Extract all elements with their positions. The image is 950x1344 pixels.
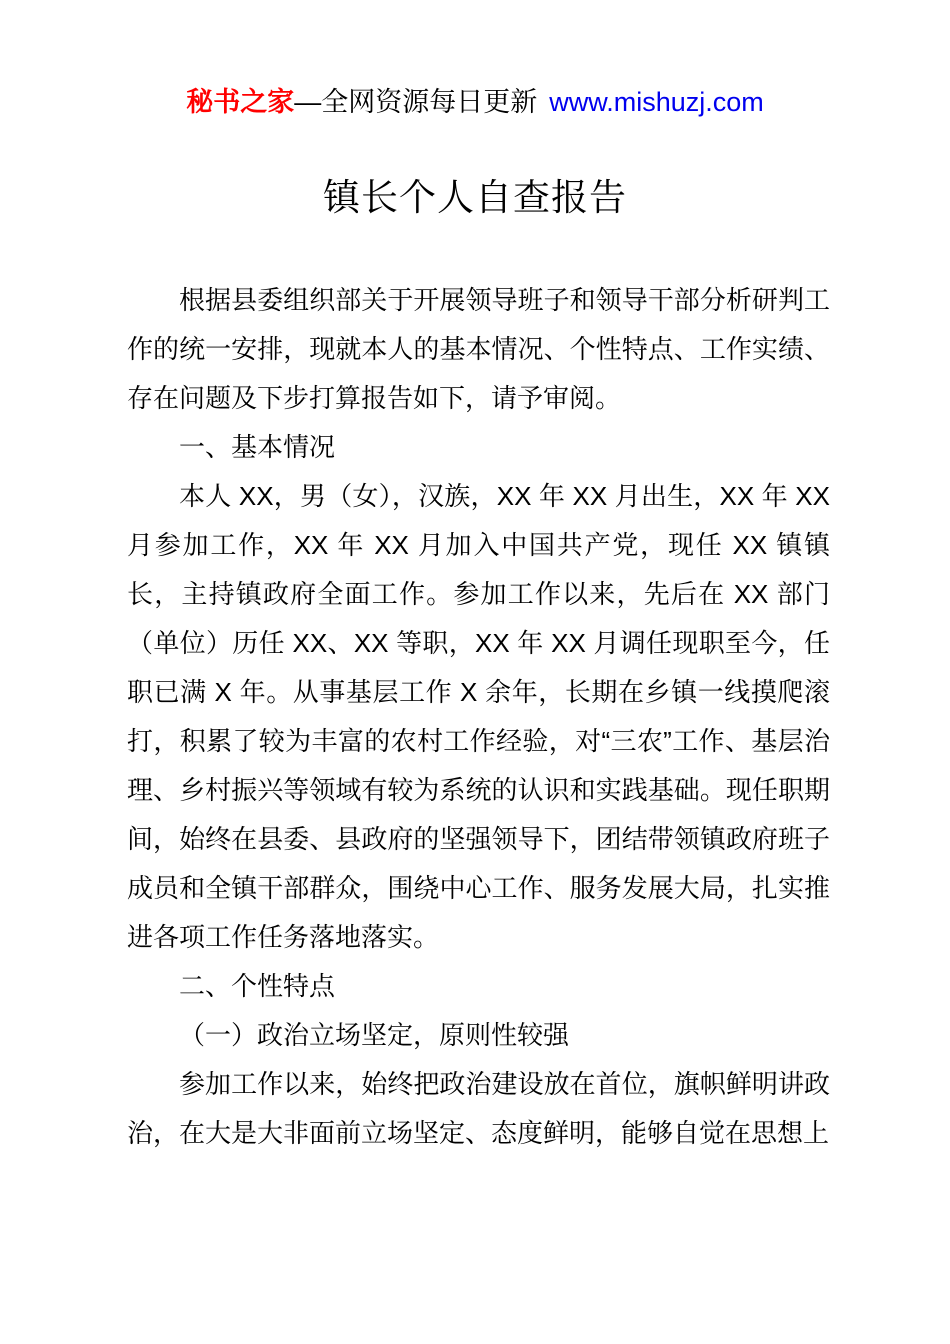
paragraph: 参加工作以来，始终把政治建设放在首位，旗帜鲜明讲政治，在大是大非面前立场坚定、态度鲜明，能够自觉在思想上 — [127, 1069, 830, 1148]
site-header — [0, 0, 950, 118]
section-heading: （一）政治立场坚定，原则性较强 — [179, 1020, 570, 1050]
header-separator: — — [294, 87, 322, 117]
paragraph: 本人 XX，男（女），汉族，XX 年 XX 月出生，XX 年 XX 月参加工作，XX 年 XX 月加入中国共产党，现任 XX 镇镇长，主持镇政府全面工作。参加工作以来，先后在 XX 部门（单位）历任 XX、XX 等职，XX 年 XX 月调任现职至今，任职已满 X 年。从事基层工作 X 余年，长期在乡镇一线摸爬滚打，积累了较为丰富的农村工作经验，对“三农”工作、基层治理、乡村振兴等领域有较为系统的认识和实践基础。现任职期间，始终在县委、县政府的坚强领导下，团结带领镇政府班子成员和全镇干部群众，围绕中心工作、服务发展大局，扎实推进各项工作任务落地落实。 — [127, 481, 830, 952]
site-url-link[interactable]: www.mishuzj.com — [549, 87, 764, 117]
section-heading: 一、基本情况 — [179, 432, 336, 462]
document-title: 镇长个人自查报告 — [323, 177, 627, 218]
document-body — [127, 276, 830, 1158]
section-heading: 二、个性特点 — [179, 971, 336, 1001]
site-brand: 秘书之家 — [186, 87, 295, 117]
paragraph: 根据县委组织部关于开展领导班子和领导干部分析研判工作的统一安排，现就本人的基本情况、个性特点、工作实绩、存在问题及下步打算报告如下，请予审阅。 — [127, 285, 830, 413]
header-tagline: 全网资源每日更新 — [321, 87, 538, 117]
